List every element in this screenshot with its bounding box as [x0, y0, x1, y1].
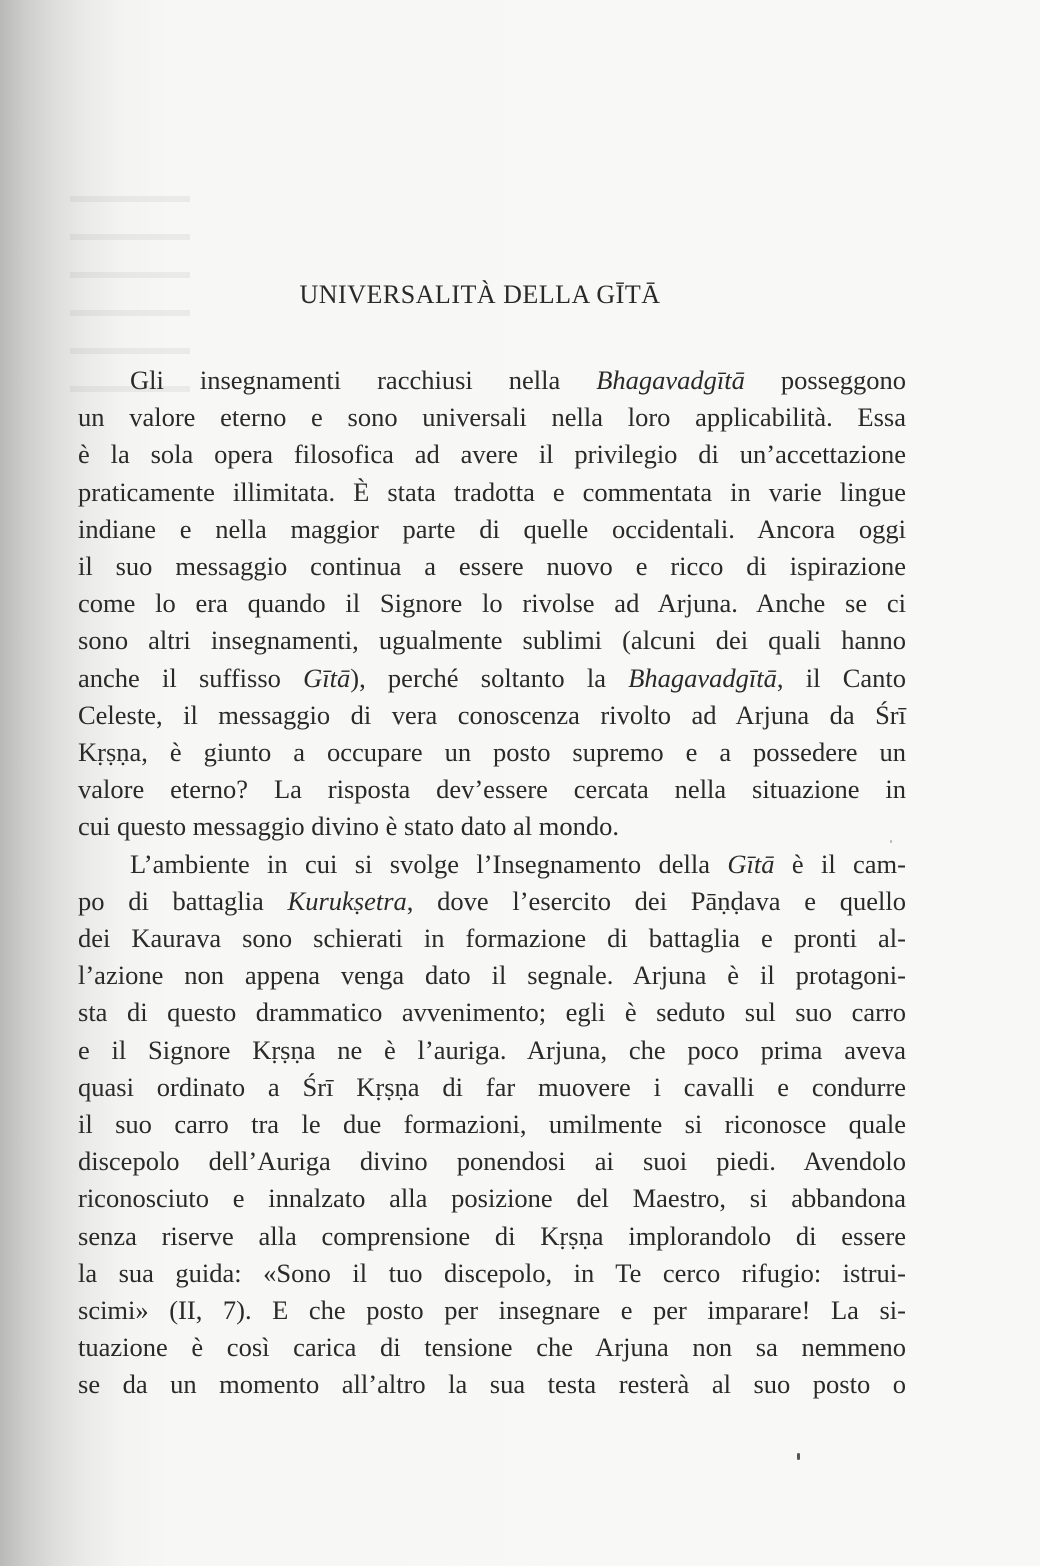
- print-speck: [797, 1453, 800, 1460]
- text-line: scimi» (II, 7). E che posto per insegnare e per imparare! La si-: [78, 1295, 906, 1326]
- text-line: il suo carro tra le due formazioni, umilmente si riconosce quale: [78, 1109, 906, 1140]
- text-line: Celeste, il messaggio di vera conoscenza rivolto ad Arjuna da Śrī: [78, 699, 906, 730]
- text-line: cui questo messaggio divino è stato dato al mondo.: [78, 811, 619, 842]
- text-line: il suo messaggio continua a essere nuovo e ricco di ispirazione: [78, 551, 906, 582]
- text-line: senza riserve alla comprensione di Kṛṣṇa implorandolo di essere: [78, 1220, 906, 1251]
- text-line: se da un momento all’altro la sua testa resterà al suo posto o: [78, 1369, 906, 1400]
- text-line: Gli insegnamenti racchiusi nella Bhagavadgītā posseggono: [130, 365, 906, 395]
- text-line: riconosciuto e innalzato alla posizione del Maestro, si abbandona: [78, 1183, 906, 1214]
- text-line: la sua guida: «Sono il tuo discepolo, in Te cerco rifugio: istrui-: [78, 1257, 906, 1288]
- text-line: un valore eterno e sono universali nella loro applicabilità. Essa: [78, 402, 906, 433]
- text-line: L’ambiente in cui si svolge l’Insegnamento della Gītā è il cam-: [130, 848, 906, 879]
- text-line: discepolo dell’Auriga divino ponendosi ai suoi piedi. Avendolo: [78, 1146, 906, 1177]
- text-line: quasi ordinato a Śrī Kṛṣṇa di far muovere i cavalli e condurre: [78, 1071, 906, 1102]
- text-line: tuazione è così carica di tensione che Arjuna non sa nemmeno: [78, 1332, 906, 1363]
- text-line: Kṛṣṇa, è giunto a occupare un posto supremo e a possedere un: [78, 737, 906, 768]
- text-line: po di battaglia Kurukṣetra, dove l’esercito dei Pāṇḍava e quello: [78, 885, 906, 916]
- paragraph: [78, 846, 906, 1404]
- text-line: valore eterno? La risposta dev’essere cercata nella situazione in: [78, 774, 906, 805]
- paragraph-container: [78, 362, 906, 1404]
- text-line: praticamente illimitata. È stata tradotta e commentata in varie lingue: [78, 476, 906, 507]
- body-text: [78, 362, 906, 1404]
- paragraph: [78, 362, 906, 846]
- text-line: anche il suffisso Gītā), perché soltanto la Bhagavadgītā, il Canto: [78, 662, 907, 693]
- text-line: e il Signore Kṛṣṇa ne è l’auriga. Arjuna, che poco prima aveva: [78, 1034, 906, 1065]
- text-line: indiane e nella maggior parte di quelle occidentali. Ancora oggi: [78, 513, 906, 544]
- text-line: sta di questo drammatico avvenimento; egli è seduto sul suo carro: [78, 997, 906, 1028]
- text-line: sono altri insegnamenti, ugualmente sublimi (alcuni dei quali hanno: [78, 625, 906, 656]
- text-line: dei Kaurava sono schierati in formazione di battaglia e pronti al-: [78, 923, 906, 954]
- text-line: come lo era quando il Signore lo rivolse ad Arjuna. Anche se ci: [78, 588, 906, 619]
- text-line: l’azione non appena venga dato il segnale. Arjuna è il protagoni-: [78, 960, 906, 991]
- text-line: è la sola opera filosofica ad avere il privilegio di un’accettazione: [78, 439, 906, 470]
- print-speck: [890, 840, 892, 843]
- chapter-title: UNIVERSALITÀ DELLA GĪTĀ: [299, 280, 661, 309]
